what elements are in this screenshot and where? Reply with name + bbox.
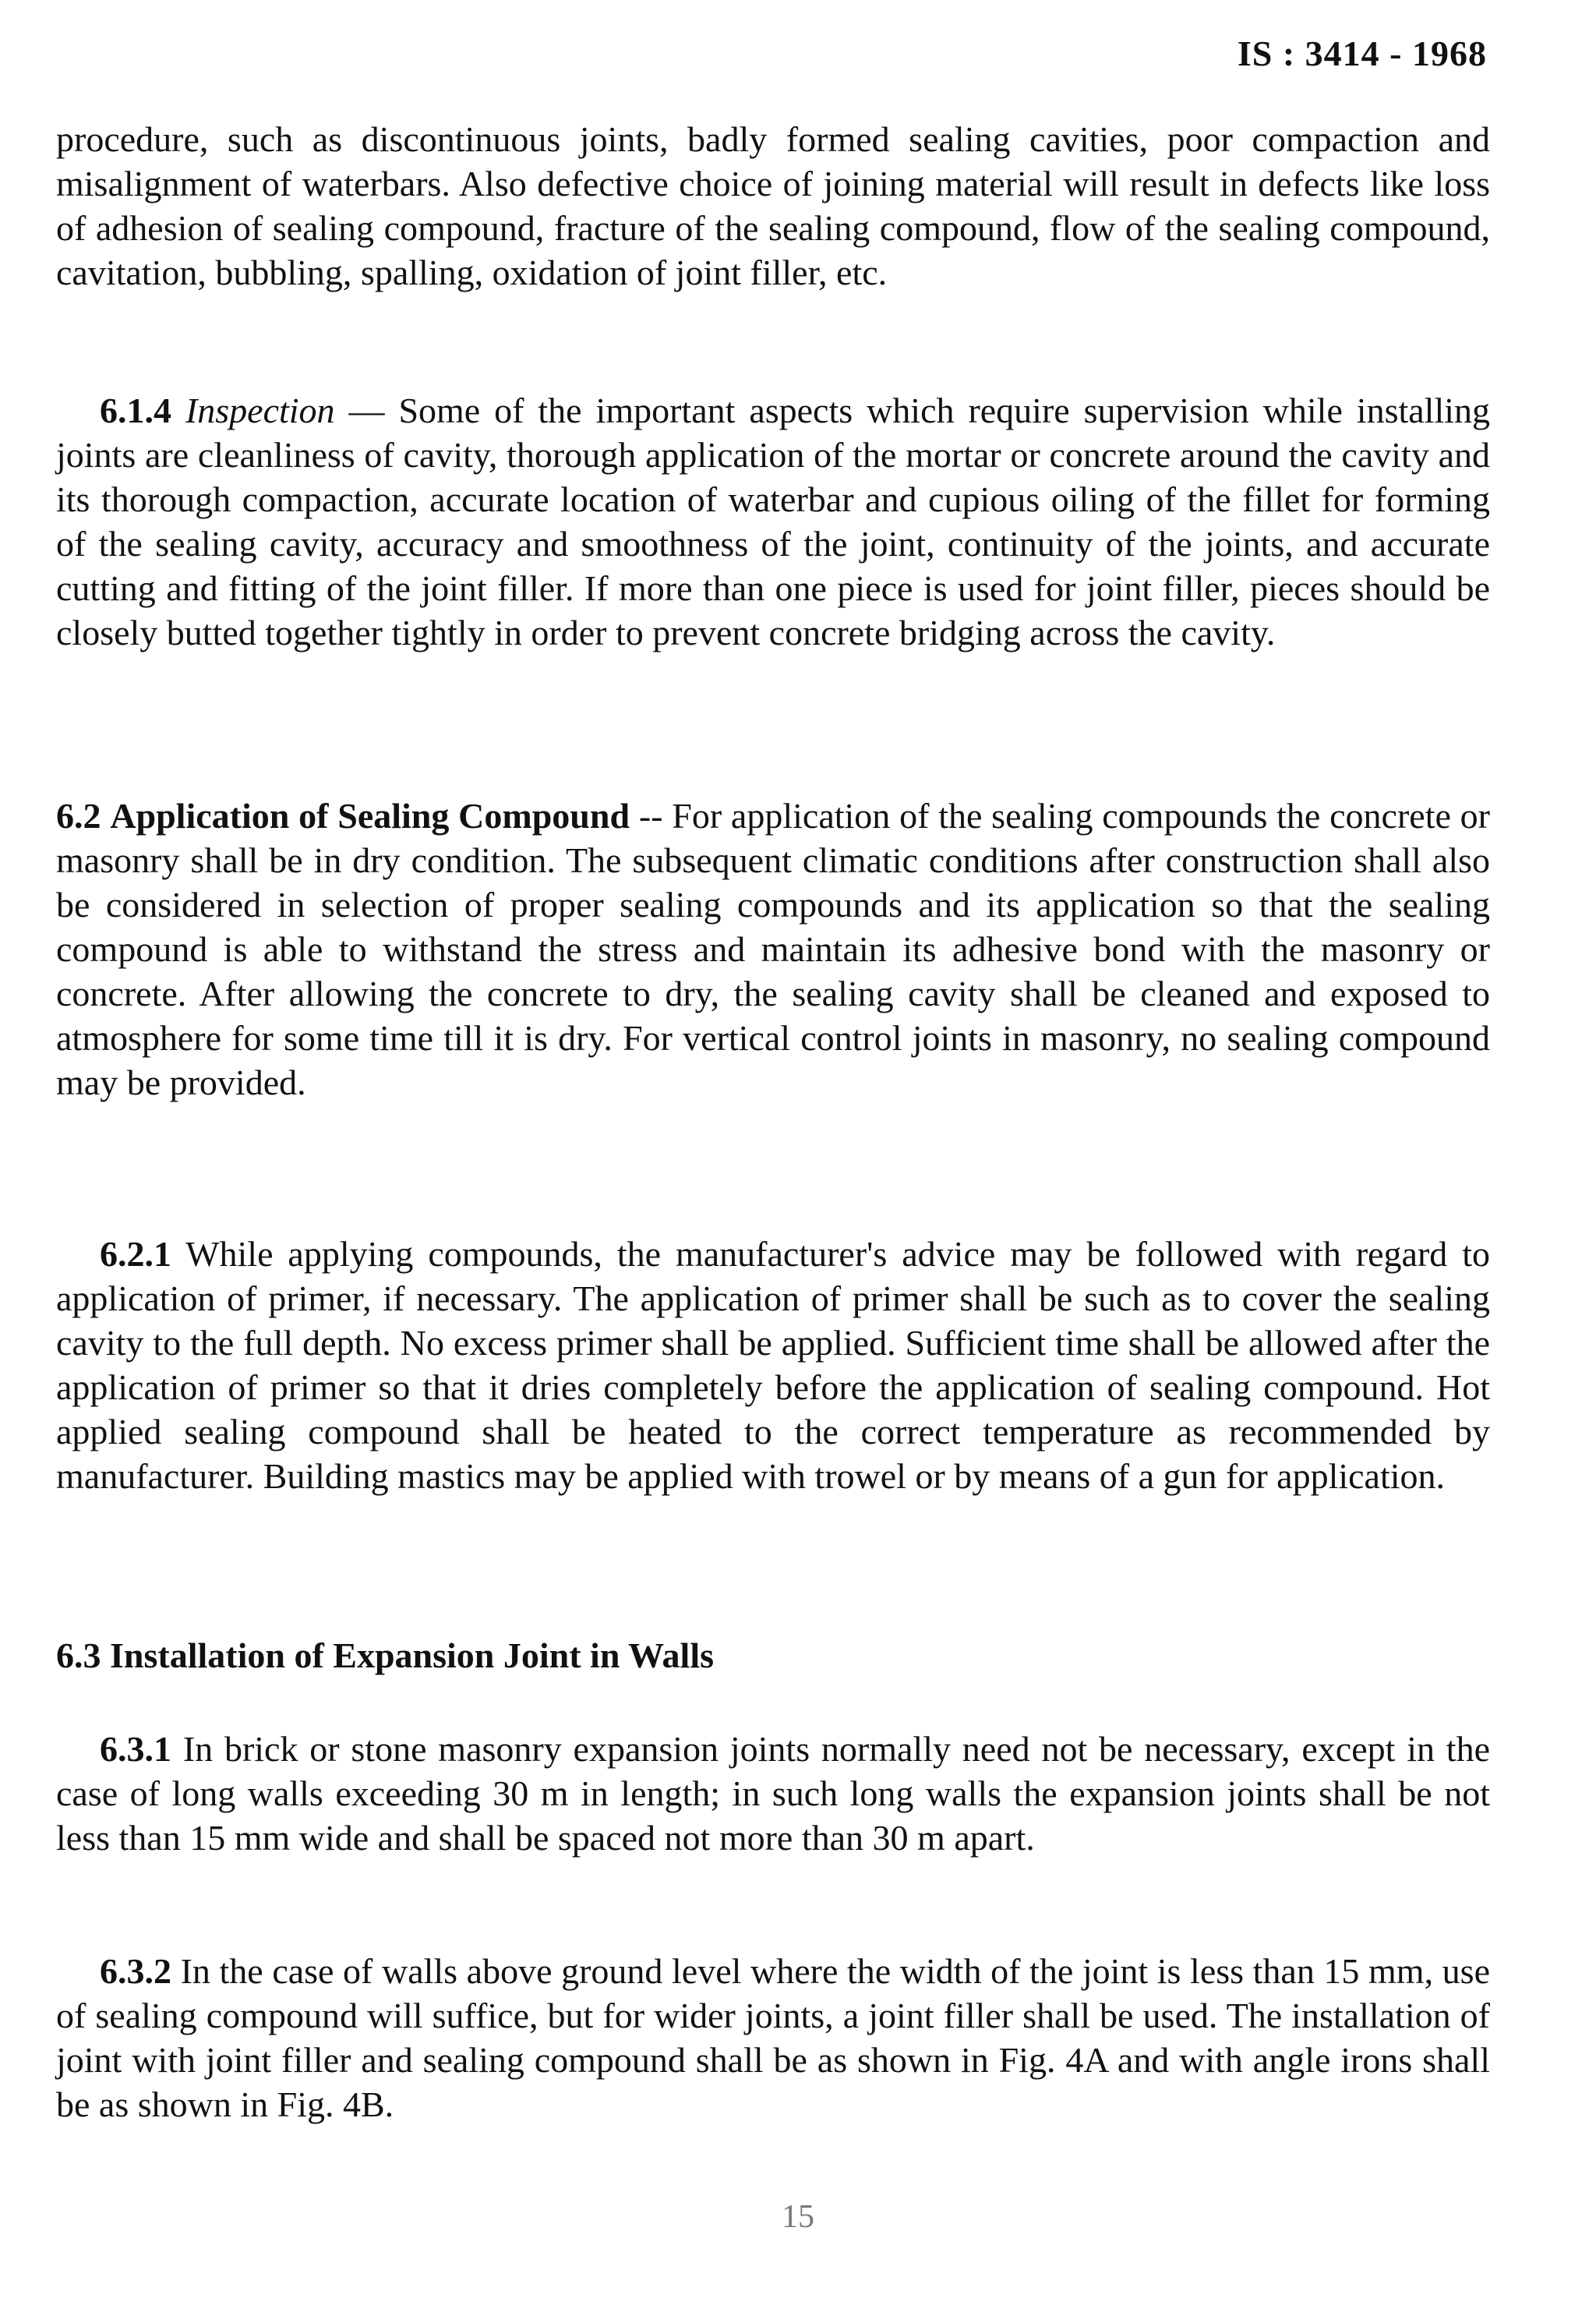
paragraph-text: In the case of walls above ground level where the width of the joint is less than 15 mm, use of sealing compound will suffice, but for wider joints, a joint filler shall be used. The installation of joint with joint filler and sealing compound shall be as shown in Fig. 4A and with angle irons shall be as shown in Fig. 4B. bbox=[56, 1951, 1491, 2124]
paragraph-6-2 bbox=[56, 794, 1490, 1105]
clause-title: Application of Sealing Compound bbox=[110, 796, 630, 836]
paragraph-6-1-4 bbox=[56, 388, 1490, 655]
clause-number: 6.2 bbox=[56, 796, 101, 836]
clause-number: 6.3.1 bbox=[100, 1729, 171, 1769]
clause-number: 6.1.4 bbox=[100, 391, 171, 430]
paragraph-6-3-1 bbox=[56, 1727, 1490, 1860]
paragraph-text: Some of the important aspects which require supervision while installing joints are cleanliness of cavity, thorough application of the mortar or concrete around the cavity and its thorough compaction, accurate location of waterbar and cupious oiling of the fillet for forming of the sealing cavity, accuracy and smoothness of the joint, continuity of the joints, and accurate cutting and fitting of the joint filler. If more than one piece is used for joint filler, pieces should be closely butted together tightly in order to prevent concrete bridging across the cavity. bbox=[56, 391, 1491, 652]
paragraph-text: While applying compounds, the manufacturer's advice may be followed with regard to application of primer, if necessary. The application of primer shall be such as to cover the sealing cavity to the full depth. No excess primer shall be applied. Sufficient time shall be allowed after the application of primer so that it dries completely before the application of sealing compound. Hot applied sealing compound shall be heated to the correct temperature as recommended by manufacturer. Building mastics may be applied with trowel or by means of a gun for application. bbox=[56, 1234, 1490, 1496]
clause-number: 6.3.2 bbox=[100, 1951, 171, 1991]
paragraph-6-3-2 bbox=[56, 1949, 1490, 2127]
paragraph-text: procedure, such as discontinuous joints, badly formed sealing cavities, poor compaction and misalignment of waterbars. Also defective choice of joining material will result in defects like loss of adhesion of sealing compound, fracture of the sealing compound, flow of the sealing compound, cavitation, bubbling, spalling, oxidation of joint filler, etc. bbox=[56, 119, 1490, 292]
page-number: 15 bbox=[782, 2199, 814, 2235]
standard-number: IS : 3414 - 1968 bbox=[1237, 34, 1487, 73]
section-heading-6-3: 6.3 Installation of Expansion Joint in Walls bbox=[56, 1635, 715, 1675]
paragraph-text: For application of the sealing compounds the concrete or masonry shall be in dry condition. The subsequent climatic conditions after construction shall also be considered in selection of proper sealing compounds and its application so that the sealing compound is able to withstand the stress and maintain its adhesive bond with the masonry or concrete. After allowing the concrete to dry, the sealing cavity shall be cleaned and exposed to atmosphere for some time till it is dry. For vertical control joints in masonry, no sealing compound may be provided. bbox=[56, 796, 1491, 1102]
clause-number: 6.2.1 bbox=[100, 1234, 171, 1274]
paragraph-continuation bbox=[56, 117, 1490, 295]
clause-dash: -- bbox=[630, 796, 673, 836]
paragraph-6-2-1 bbox=[56, 1232, 1490, 1498]
paragraph-text: In brick or stone masonry expansion joints normally need not be necessary, except in the case of long walls exceeding 30 m in length; in such long walls the expansion joints shall be not less than 15 mm wide and shall be spaced not more than 30 m apart. bbox=[56, 1729, 1491, 1858]
clause-title: Inspection bbox=[185, 391, 335, 430]
clause-dash: — bbox=[334, 391, 399, 430]
